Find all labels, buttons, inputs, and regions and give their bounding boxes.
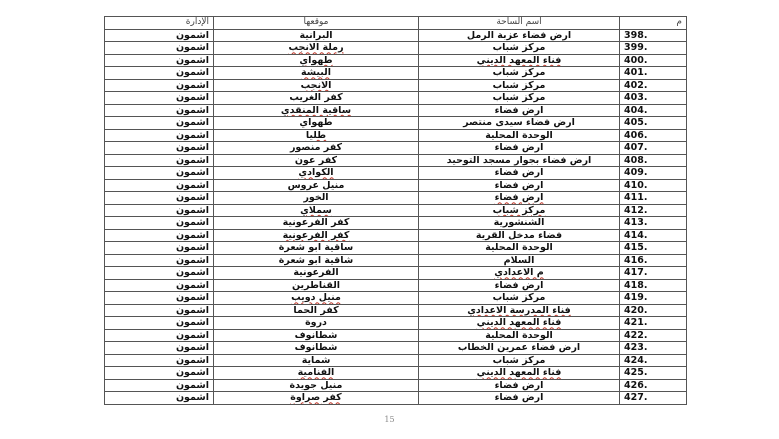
location-cell: كفر منصور [214,142,419,155]
square-name-cell: ارض فضاء عزبة الرمل [419,29,620,42]
administration-cell: اشمون [105,229,214,242]
location-cell: دروة [214,317,419,330]
row-number: 400. [620,54,687,67]
administration-cell: اشمون [105,254,214,267]
table-row [105,317,687,330]
administration-cell: اشمون [105,304,214,317]
table-row [105,67,687,80]
table-row [105,229,687,242]
square-name-cell: ارض فضاء [419,167,620,180]
row-number: 422. [620,329,687,342]
location-cell: رملة الانجب [214,42,419,55]
square-name-cell: ارض فضاء [419,104,620,117]
row-number: 409. [620,167,687,180]
row-number: 417. [620,267,687,280]
square-name-cell: مركز شباب [419,204,620,217]
square-name-cell: م الاعدادي [419,267,620,280]
location-cell: الفنامية [214,367,419,380]
row-number: 401. [620,67,687,80]
table-row [105,129,687,142]
page-number: 15 [384,415,395,424]
administration-cell: اشمون [105,79,214,92]
table-row [105,354,687,367]
row-number: 410. [620,179,687,192]
table-row [105,267,687,280]
table-row [105,104,687,117]
table-row [105,304,687,317]
table-row [105,154,687,167]
square-name-cell: فضاء مدخل القرية [419,229,620,242]
header-square-name: اسم الساحة [419,17,620,30]
square-name-cell: فناء المعهد الديني [419,367,620,380]
square-name-cell: الوحدة المحلية [419,329,620,342]
header-num: م [620,17,687,30]
square-name-cell: ارض فضاء [419,392,620,405]
row-number: 415. [620,242,687,255]
table-header-row [105,17,687,30]
administration-cell: اشمون [105,379,214,392]
square-name-cell: مركز شباب [419,42,620,55]
square-name-cell: السلام [419,254,620,267]
location-cell: منيل دويب [214,292,419,305]
location-cell: الانجب [214,79,419,92]
square-name-cell: ارض فضاء [419,142,620,155]
row-number: 421. [620,317,687,330]
square-name-cell: ارض فضاء [419,279,620,292]
square-name-cell: فناء المعهد الديني [419,54,620,67]
administration-cell: اشمون [105,179,214,192]
table-row [105,92,687,105]
table-row [105,279,687,292]
location-cell: الفرعونية [214,267,419,280]
table-row [105,254,687,267]
row-number: 402. [620,79,687,92]
administration-cell: اشمون [105,242,214,255]
table-row [105,392,687,405]
table-row [105,54,687,67]
table-row [105,217,687,230]
squares-table [104,16,687,405]
square-name-cell: الوحدة المحلية [419,242,620,255]
square-name-cell: الشنشورية [419,217,620,230]
row-number: 412. [620,204,687,217]
table-row [105,329,687,342]
administration-cell: اشمون [105,192,214,205]
table-row [105,117,687,130]
table-row [105,342,687,355]
location-cell: الخور [214,192,419,205]
row-number: 398. [620,29,687,42]
row-number: 418. [620,279,687,292]
location-cell: ساقية المنقدي [214,104,419,117]
administration-cell: اشمون [105,104,214,117]
location-cell: منيل عروس [214,179,419,192]
square-name-cell: ارض فضاء عمرين الخطاب [419,342,620,355]
administration-cell: اشمون [105,142,214,155]
administration-cell: اشمون [105,154,214,167]
administration-cell: اشمون [105,317,214,330]
square-name-cell: ارض فضاء بجوار مسجد التوحيد [419,154,620,167]
table-row [105,379,687,392]
square-name-cell: مركز شباب [419,92,620,105]
administration-cell: اشمون [105,67,214,80]
table-row [105,242,687,255]
location-cell: شطانوف [214,329,419,342]
row-number: 414. [620,229,687,242]
administration-cell: اشمون [105,292,214,305]
row-number: 425. [620,367,687,380]
table-row [105,29,687,42]
location-cell: الكوادي [214,167,419,180]
row-number: 408. [620,154,687,167]
header-location: موقعها [214,17,419,30]
table-row [105,204,687,217]
table-row [105,292,687,305]
square-name-cell: فناء المعهد الديني [419,317,620,330]
location-cell: كفر صراوة [214,392,419,405]
square-name-cell: ارض فضاء [419,179,620,192]
administration-cell: اشمون [105,54,214,67]
administration-cell: اشمون [105,392,214,405]
table-row [105,167,687,180]
square-name-cell: ارض فضاء سيدى منتصر [419,117,620,130]
row-number: 399. [620,42,687,55]
administration-cell: اشمون [105,29,214,42]
row-number: 411. [620,192,687,205]
administration-cell: اشمون [105,342,214,355]
administration-cell: اشمون [105,367,214,380]
administration-cell: اشمون [105,204,214,217]
location-cell: طهواي [214,117,419,130]
location-cell: كفر الغريب [214,92,419,105]
location-cell: طهواي [214,54,419,67]
table-body [105,29,687,404]
row-number: 424. [620,354,687,367]
table-row [105,367,687,380]
location-cell: شطانوف [214,342,419,355]
administration-cell: اشمون [105,354,214,367]
administration-cell: اشمون [105,217,214,230]
square-name-cell: ارض فضاء [419,379,620,392]
location-cell: شاقية ابو شعرة [214,254,419,267]
square-name-cell: الوحدة المحلية [419,129,620,142]
row-number: 407. [620,142,687,155]
row-number: 419. [620,292,687,305]
square-name-cell: فناء المدرسة الاعدادي [419,304,620,317]
location-cell: البرانية [214,29,419,42]
location-cell: كفر الفرعونية [214,229,419,242]
header-administration: الإدارة [105,17,214,30]
table-row [105,142,687,155]
location-cell: منيل جويدة [214,379,419,392]
administration-cell: اشمون [105,167,214,180]
table-row [105,192,687,205]
square-name-cell: ارض فضاء [419,192,620,205]
square-name-cell: مركز شباب [419,79,620,92]
square-name-cell: مركز شباب [419,292,620,305]
square-name-cell: مركز شباب [419,354,620,367]
row-number: 427. [620,392,687,405]
row-number: 423. [620,342,687,355]
location-cell: سملاي [214,204,419,217]
table-row [105,179,687,192]
square-name-cell: مركز شباب [419,67,620,80]
location-cell: ساقية ابو شعرة [214,242,419,255]
administration-cell: اشمون [105,329,214,342]
row-number: 405. [620,117,687,130]
row-number: 404. [620,104,687,117]
row-number: 420. [620,304,687,317]
administration-cell: اشمون [105,267,214,280]
administration-cell: اشمون [105,279,214,292]
administration-cell: اشمون [105,117,214,130]
row-number: 413. [620,217,687,230]
location-cell: القناطرين [214,279,419,292]
row-number: 406. [620,129,687,142]
row-number: 426. [620,379,687,392]
location-cell: كفر عون [214,154,419,167]
administration-cell: اشمون [105,129,214,142]
location-cell: كفر الحما [214,304,419,317]
table-row [105,42,687,55]
location-cell: كفر الفرعونية [214,217,419,230]
row-number: 403. [620,92,687,105]
location-cell: شماية [214,354,419,367]
administration-cell: اشمون [105,92,214,105]
table-row [105,79,687,92]
location-cell: طليا [214,129,419,142]
location-cell: البيشة [214,67,419,80]
administration-cell: اشمون [105,42,214,55]
row-number: 416. [620,254,687,267]
